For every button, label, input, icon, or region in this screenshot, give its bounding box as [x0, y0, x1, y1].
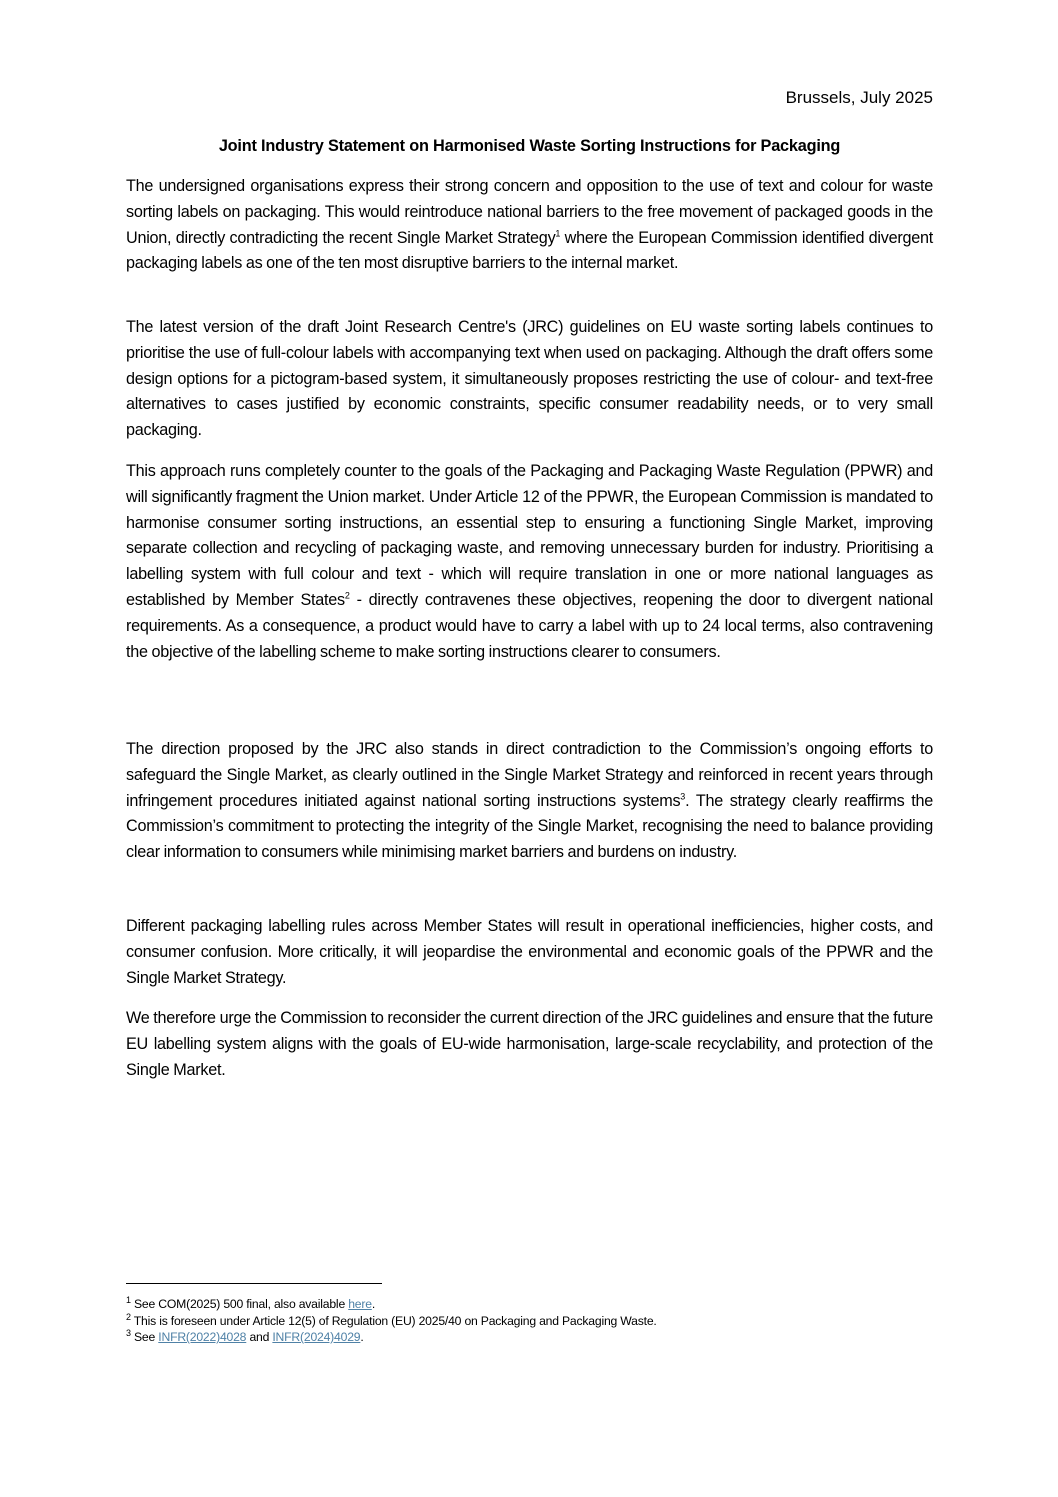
footnote-number: 1: [126, 1294, 131, 1305]
footnotes: [126, 1296, 933, 1346]
footnote-2: [126, 1313, 933, 1330]
paragraph-text: We therefore urge the Commission to reconsider the current direction of the JRC guidelines and ensure that the future EU labelling system aligns with the goals of EU-wide harmonisation, large-scale recyclability, and protection of the Single Market.: [126, 1009, 933, 1079]
footnote-text: .: [371, 1297, 375, 1311]
footnote-text: See COM(2025) 500 final, also available: [130, 1297, 349, 1311]
footnote-link-here[interactable]: here: [348, 1297, 372, 1311]
footnote-3: [126, 1329, 933, 1346]
paragraph-text: The direction proposed by the JRC also stands in direct contradiction to the Commission’s ongoing efforts to safeguard the Single Market, as clearly outlined in the Single Market Strategy and reinforced in recent years through infringement procedures initiated against national sorting instructions systems: [126, 740, 933, 810]
footnote-text: See: [130, 1330, 159, 1344]
footnote-separator: [126, 1283, 382, 1284]
footnote-ref-1[interactable]: 1: [555, 228, 561, 239]
footnote-text: and: [246, 1330, 273, 1344]
footnote-ref-3[interactable]: 3: [680, 791, 686, 802]
footnote-text: .: [360, 1330, 364, 1344]
paragraph-4: [126, 737, 933, 866]
paragraph-5: [126, 914, 933, 991]
paragraph-text: - directly contravenes these objectives, reopening the door to divergent national requirements. As a consequence, a product would have to carry a label with up to 24 local terms, also contravening the objective of the labelling scheme to make sorting instructions clearer to consumers.: [126, 590, 933, 661]
paragraph-2: [126, 315, 933, 444]
footnote-text: This is foreseen under Article 12(5) of Regulation (EU) 2025/40 on Packaging and Packaging Waste.: [130, 1313, 657, 1328]
paragraph-text: . The strategy clearly reaffirms the Commission’s commitment to protecting the integrity of the Single Market, recognising the need to balance providing clear information to consumers while minimising market barriers and burdens on industry.: [126, 791, 934, 862]
paragraph-text: The latest version of the draft Joint Research Centre's (JRC) guidelines on EU waste sorting labels continues to prioritise the use of full-colour labels with accompanying text when used on packaging. Although the draft offers some design options for a pictogram-based system, it simultaneously proposes restricting the use of colour- and text-free alternatives to cases justified by economic constraints, specific consumer readability needs, or to very small packaging.: [126, 318, 933, 440]
footnote-number: 3: [126, 1327, 131, 1338]
footnote-link-infr-2024-4029[interactable]: INFR(2024)4029: [272, 1330, 361, 1344]
footnote-number: 2: [126, 1311, 131, 1322]
paragraph-6: [126, 1006, 933, 1083]
footnote-ref-2[interactable]: 2: [344, 590, 350, 601]
footnote-1: [126, 1296, 933, 1313]
paragraph-text: Different packaging labelling rules across Member States will result in operational inefficiencies, higher costs, and consumer confusion. More critically, it will jeopardise the environmental and economic goals of the PPWR and the Single Market Strategy.: [126, 917, 933, 987]
document-title: Joint Industry Statement on Harmonised Waste Sorting Instructions for Packaging: [218, 137, 841, 155]
paragraph-text: The undersigned organisations express their strong concern and opposition to the use of text and colour for waste sorting labels on packaging. This would reintroduce national barriers to the free movement of packaged goods in the Union, directly contradicting the recent Single Market Strategy: [126, 177, 933, 247]
paragraph-3: [126, 459, 933, 665]
paragraph-text: This approach runs completely counter to the goals of the Packaging and Packaging Waste Regulation (PPWR) and will significantly fragment the Union market. Under Article 12 of the PPWR, the European Commission is mandated to harmonise consumer sorting instructions, an essential step to ensuring a functioning Single Market, improving separate collection and recycling of packaging waste, and removing unnecessary burden for industry. Prioritising a labelling system with full colour and text - which will require translation in one or more national languages as established by Member States: [126, 462, 933, 609]
paragraph-1: [126, 174, 933, 277]
paragraph-text: where the European Commission identified divergent packaging labels as one of the ten most disruptive barriers to the internal market.: [126, 228, 934, 273]
footnote-link-infr-2022-4028[interactable]: INFR(2022)4028: [158, 1330, 247, 1344]
place-date: Brussels, July 2025: [785, 88, 933, 107]
